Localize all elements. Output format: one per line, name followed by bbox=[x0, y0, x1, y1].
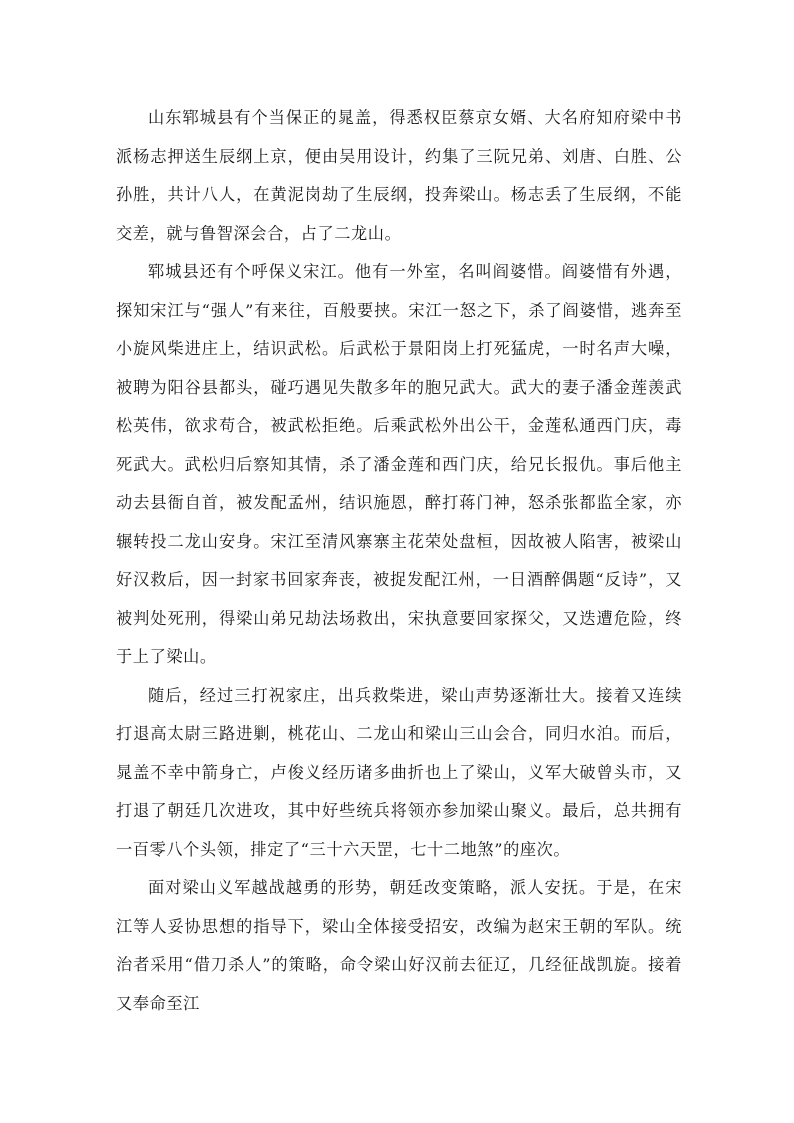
paragraph-amnesty: 面对梁山义军越战越勇的形势，朝廷改变策略，派人安抚。于是，在宋江等人妥协思想的指导下，梁山全体接受招安，改编为赵宋王朝的军队。统治者采用“借刀杀人”的策略，命令梁山好汉前去征辽，几经征战凯旋。接着又奉命至江 bbox=[116, 878, 682, 1013]
paragraph-chao-gai: 山东郓城县有个当保正的晁盖，得悉权臣蔡京女婿、大名府知府梁中书派杨志押送生辰纲上京，便由吴用设计，约集了三阮兄弟、刘唐、白胜、公孙胜，共计八人，在黄泥岗劫了生辰纲，投奔梁山。杨志丢了生辰纲，不能交差，就与鲁智深会合，占了二龙山。 bbox=[116, 108, 682, 243]
document-body bbox=[116, 99, 682, 1023]
paragraph-song-jiang: 郓城县还有个呼保义宋江。他有一外室，名叫阎婆惜。阎婆惜有外遇，探知宋江与“强人”有来往，百般要挟。宋江一怒之下，杀了阎婆惜，逃奔至小旋风柴进庄上，结识武松。后武松于景阳岗上打死猛虎，一时名声大噪，被聘为阳谷县都头，碰巧遇见失散多年的胞兄武大。武大的妻子潘金莲羡武松英伟，欲求苟合，被武松拒绝。后乘武松外出公干，金莲私通西门庆，毒死武大。武松归后察知其情，杀了潘金莲和西门庆，给兄长报仇。事后他主动去县衙自首，被发配孟州，结识施恩，醉打蒋门神，怒杀张都监全家，亦辗转投二龙山安身。宋江至清风寨寨主花荣处盘桓，因故被人陷害，被梁山好汉救后，因一封家书回家奔丧，被捉发配江州，一日酒醉偶题“反诗”，又被判处死刑，得梁山弟兄劫法场救出，宋执意要回家探父，又迭遭危险，终于上了梁山。 bbox=[116, 262, 682, 666]
paragraph-liangshan-growth: 随后，经过三打祝家庄，出兵救柴进，梁山声势逐渐壮大。接着又连续打退高太尉三路进剿，桃花山、二龙山和梁山三山会合，同归水泊。而后，晁盖不幸中箭身亡，卢俊义经历诸多曲折也上了梁山，义军大破曾头市，又打退了朝廷几次进攻，其中好些统兵将领亦参加梁山聚义。最后，总共拥有一百零八个头领，排定了“三十六天罡，七十二地煞”的座次。 bbox=[116, 685, 682, 859]
